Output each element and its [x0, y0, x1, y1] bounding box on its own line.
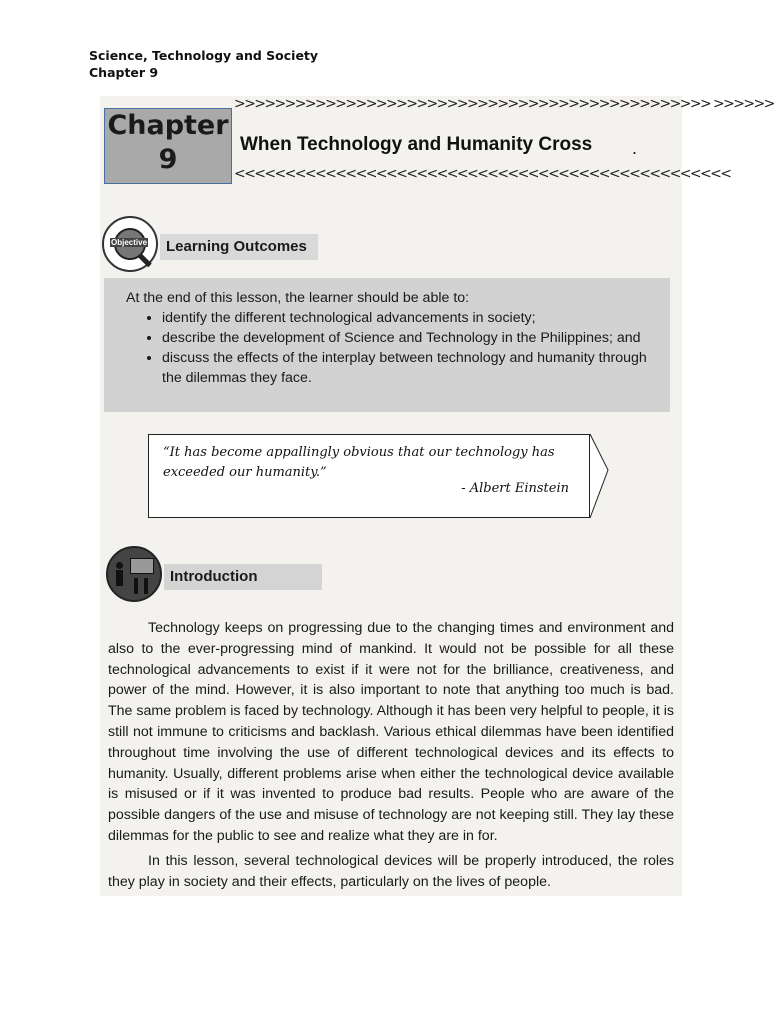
magnifier-handle: [138, 254, 151, 267]
objective-magnifier-icon: [102, 216, 158, 272]
outcome-item: • identify the different technological advancements in society;: [162, 308, 670, 328]
introduction-presenter-icon: [106, 546, 162, 602]
intro-paragraph-1: Technology keeps on progressing due to the changing times and environment and also to the ever-progressing mind of mankind. It would not be possible for all these technological advancements to exist if it were not for the brilliance, creativeness, and power of the mind. However, it is also important to note that anything too much is bad. The same problem is faced by technology. Although it has been very helpful to people, it is still not immune to criticisms and backlash. Various ethical dilemmas have been identified throughout time involving the use of different technological devices and its effects to humanity. Usually, different problems arise when either the technological device available is misused or if it was invented to produce bad results. People who are aware of the possible dangers of the use and misuse of technology are not keeping still. They lay these dilemmas for the public to see and realize what they are in for.: [108, 620, 674, 844]
quote-author: - Albert Einstein: [461, 481, 569, 496]
chapter-label: Chapter 9: [89, 65, 159, 80]
audience-figure-1: [134, 578, 138, 594]
document-header: [89, 47, 318, 81]
introduction-heading: Introduction: [164, 564, 322, 590]
objective-icon-tag: Objective: [111, 238, 148, 247]
quote-box: [148, 434, 590, 518]
chapter-title: When Technology and Humanity Cross: [240, 134, 593, 155]
quote-arrow-tip-icon: [588, 432, 612, 520]
chapter-badge-word: Chapter: [107, 110, 229, 141]
presenter-body: [116, 570, 123, 586]
outcomes-intro: At the end of this lesson, the learner should be able to:: [126, 290, 470, 306]
presenter-head: [116, 562, 123, 569]
outcome-item: • discuss the effects of the interplay between technology and humanity through the dilemmas they face.: [162, 348, 670, 388]
outcomes-list: [126, 308, 670, 388]
audience-figure-2: [144, 578, 148, 594]
learning-outcomes-box: [104, 278, 670, 412]
chevron-border-bottom: <<<<<<<<<<<<<<<<<<<<<<<<<<<<<<<<<<<<<<<<<<<<<<<<<: [234, 166, 731, 182]
chapter-badge-number: 9: [158, 144, 178, 175]
presentation-board: [130, 558, 154, 574]
quote-text: “It has become appallingly obvious that our technology has exceeded our humanity.”: [163, 445, 555, 480]
scanned-page: [100, 96, 774, 896]
introduction-body: [108, 618, 674, 892]
chapter-badge: [104, 108, 232, 184]
intro-paragraph-2: In this lesson, several technological devices will be properly introduced, the roles they play in society and their effects, particularly on the lives of people.: [108, 852, 674, 890]
outcome-item: • describe the development of Science and Technology in the Philippines; and: [162, 328, 670, 348]
chevron-border-top: >>>>>>>>>>>>>>>>>>>>>>>>>>>>>>>>>>>>>>>>>>>>>>> >>>>>>: [234, 96, 774, 112]
learning-outcomes-heading: Learning Outcomes: [160, 234, 318, 260]
stray-dot: .: [632, 138, 638, 158]
course-title: Science, Technology and Society: [89, 48, 319, 63]
